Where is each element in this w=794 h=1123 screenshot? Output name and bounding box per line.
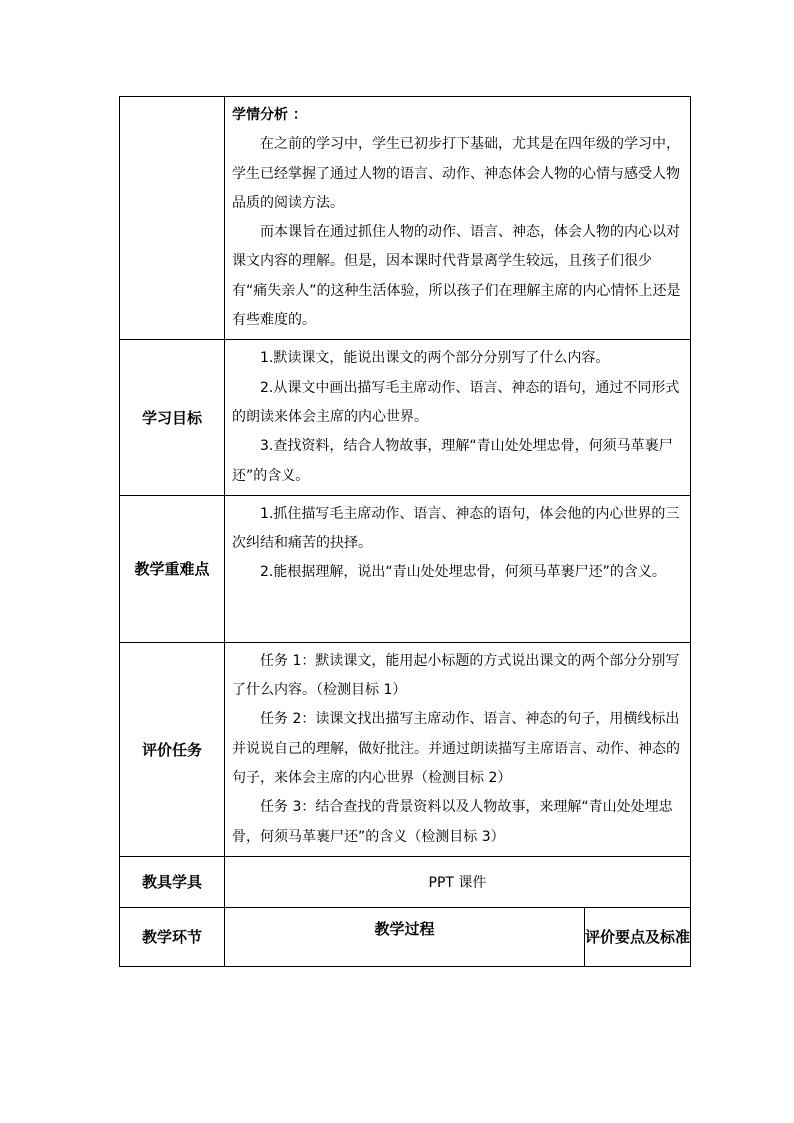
materials-row — [120, 856, 691, 907]
assessment-item: 任务 3：结合查找的背景资料以及人物故事，来理解“青山处处埋忠骨，何须马革裹尸还”的含义（检测目标 3） — [232, 799, 673, 845]
analysis-paragraph: 而本课旨在通过抓住人物的动作、语言、神态，体会人物的内心以对课文内容的理解。但是，因本课时代背景离学生较远，且孩子们很少有“痛失亲人”的这种生活体验，所以孩子们在理解主席的内心情怀上还是有些难度的。 — [232, 224, 681, 329]
process-column-header: 教学过程 — [225, 907, 585, 966]
assessment-item: 任务 1：默读课文，能用起小标题的方式说出课文的两个部分分别写了什么内容。（检测目标 1） — [232, 652, 680, 699]
analysis-paragraph: 在之前的学习中，学生已初步打下基础，尤其是在四年级的学习中，学生已经掌握了通过人物的语言、动作、神态体会人物的心情与感受人物品质的阅读方法。 — [232, 136, 680, 211]
process-label: 教学环节 — [120, 907, 225, 966]
objectives-cell — [225, 340, 691, 495]
materials-value: PPT 课件 — [225, 856, 691, 907]
assessment-cell — [225, 642, 691, 856]
key-points-cell — [225, 495, 691, 642]
key-points-row — [120, 495, 691, 642]
assessment-row — [120, 642, 691, 856]
analysis-row — [120, 97, 691, 340]
materials-label: 教具学具 — [120, 856, 225, 907]
objective-item: 3.查找资料，结合人物故事，理解“青山处处埋忠骨，何须马革裹尸还”的含义。 — [232, 438, 673, 484]
objective-item: 2.从课文中画出描写毛主席动作、语言、神态的语句，通过不同形式的朗读来体会主席的内心世界。 — [232, 379, 680, 425]
assessment-label: 评价任务 — [120, 642, 225, 856]
lesson-plan-table — [119, 96, 691, 967]
key-points-label: 教学重难点 — [120, 495, 225, 642]
key-point-item: 2.能根据理解，说出“青山处处埋忠骨，何须马革裹尸还”的含义。 — [260, 564, 666, 581]
analysis-cell — [225, 97, 691, 340]
analysis-heading: 学情分析 ： — [232, 107, 307, 123]
analysis-label-cell — [120, 97, 225, 340]
evaluation-column-header: 评价要点及标准 — [585, 907, 691, 966]
objective-item: 1.默读课文，能说出课文的两个部分分别写了什么内容。 — [260, 350, 610, 367]
key-point-item: 1.抓住描写毛主席动作、语言、神态的语句，体会他的内心世界的三次纠结和痛苦的抉择。 — [232, 505, 680, 552]
objectives-label: 学习目标 — [120, 340, 225, 495]
process-header-row — [120, 907, 691, 966]
objectives-row — [120, 340, 691, 495]
assessment-item: 任务 2：读课文找出描写主席动作、语言、神态的句子，用横线标出并说说自己的理解，做好批注。并通过朗读描写主席语言、动作、神态的句子，来体会主席的内心世界（检测目标 2） — [232, 711, 680, 787]
